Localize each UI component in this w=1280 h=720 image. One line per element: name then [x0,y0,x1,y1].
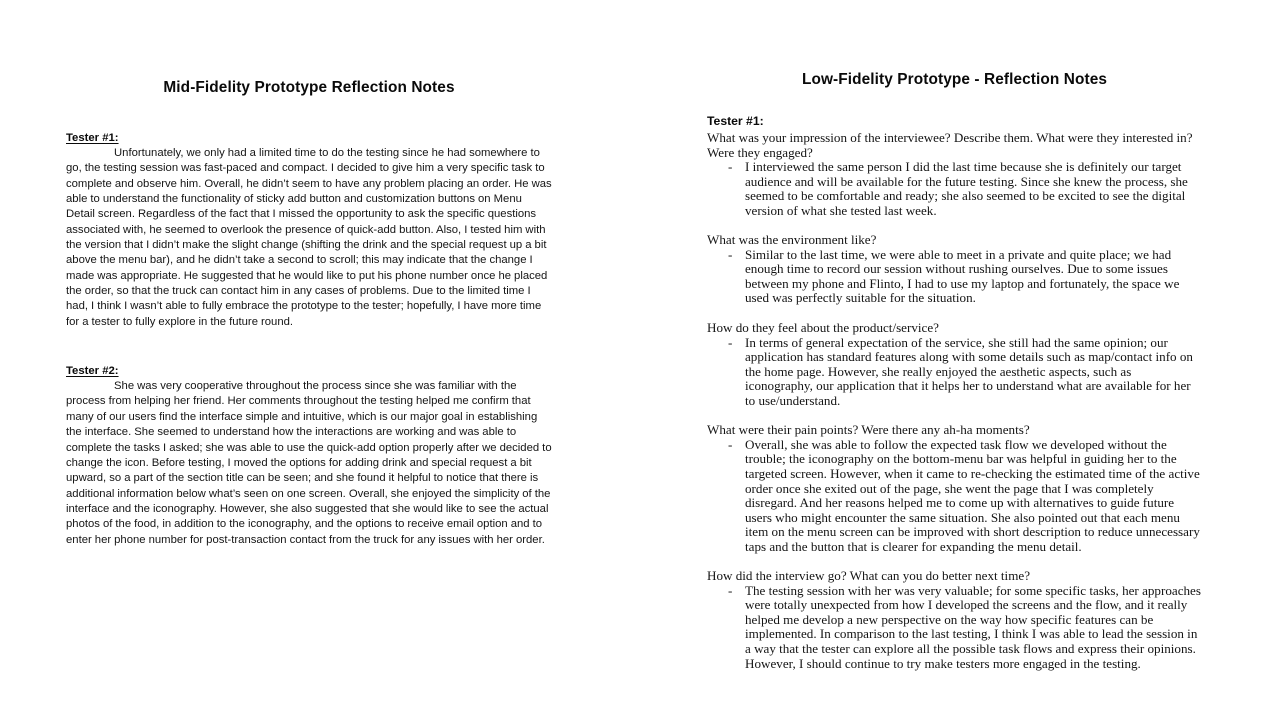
bullet-marker-icon: - [728,582,733,598]
mid-fidelity-tester-1-label: Tester #1: [66,132,119,145]
mid-fidelity-tester-2-label: Tester #2: [66,365,119,378]
qa-question: What was your impression of the interviewee? Describe them. What were they interested in? Were they engaged? [707,130,1193,160]
low-fidelity-tester-1-label: Tester #1: [707,114,764,129]
qa-answer [707,160,1202,218]
mid-fidelity-tester-1-section [66,128,552,330]
mid-fidelity-title: Mid-Fidelity Prototype Reflection Notes [163,79,455,96]
qa-answer [707,438,1202,554]
qa-answer-text: I interviewed the same person I did the last time because she is definitely our target audience and will be available for the future testing. Since she knew the process, she seemed to be comfortable and ready; she also seemed to be excited to see the digital version of what she tested last week. [745,159,1188,218]
qa-block [707,423,1202,554]
qa-answer-text: Overall, she was able to follow the expected task flow we developed without the trouble; the iconography on the bottom-menu bar was helpful in guiding her to the targeted screen. However, when it came to re-checking the estimated time of the active order once she exited out of the page, she went the page that I was completely disregard. And her reasons helped me to come up with alternatives to guide future users who might encounter the same situation. She also pointed out that each menu item on the menu screen can be improved with short description to reduce unnecessary taps and the button that is clearer for expanding the menu detail. [745,436,1200,554]
qa-block [707,569,1202,671]
qa-question: What were their pain points? Were there any ah-ha moments? [707,422,1030,438]
qa-answer-text: Similar to the last time, we were able to meet in a private and quite place; we had enough time to record our session without rushing ourselves. Due to some issues between my phone and Flinto, I had to use my laptop and fortunately, the space we used was perfectly suitable for the situation. [745,246,1180,306]
qa-answer-text: The testing session with her was very valuable; for some specific tasks, her approaches were totally unexpected from how I developed the screens and the flow, and it really helped me develop a new perspective on the way how specific features can be implemented. In comparison to the last testing, I think I was able to lead the session in a way that the tester can explore all the possible task flows and express their opinions. However, I should continue to try make testers more engaged in the testing. [745,582,1201,671]
qa-question: What was the environment like? [707,232,877,248]
qa-answer [707,584,1202,671]
mid-fidelity-tester-2-section [66,361,552,548]
bullet-marker-icon: - [728,334,733,350]
mid-fidelity-document [66,78,552,548]
bullet-marker-icon: - [728,159,733,175]
low-fidelity-document [707,70,1202,671]
mid-fidelity-tester-1-body: Unfortunately, we only had a limited time to do the testing since he had somewhere to go, the testing session was fast-paced and compact. I decided to give him a very specific task to complete and observe him. Overall, he didn’t seem to have any problem placing an order. He was able to understand the functionality of sticky add button and customization buttons on Menu Detail screen. Regardless of the fact that I missed the opportunity to ask the specific questions associated with, he seemed to overlook the presence of quick-add button. Also, I tested him with the version that I didn’t make the slight change (shifting the drink and the special request up a bit above the menu bar), and he didn’t take a second to scroll; this may indicate that the change I made was appropriate. He suggested that he would like to put his phone number once he placed the order, so that the truck can contact him in any cases of problems. Due to the limited time I had, I think I wasn’t able to fully embrace the prototype to the tester; hopefully, I have more time for a tester to fully explore in the future round. [66,147,552,328]
qa-block [707,233,1202,306]
section-spacer [66,330,552,361]
qa-question: How do they feel about the product/service? [707,320,939,336]
mid-fidelity-tester-2-body: She was very cooperative throughout the process since she was familiar with the process from helping her friend. Her comments throughout the testing helped me confirm that many of our users find the interface simple and intuitive, which is our major goal in establishing the interface. She seemed to understand how the interactions are working and was able to complete the tasks I asked; she was able to use the quick-add option properly after we decided to change the icon. Before testing, I moved the options for adding drink and special request a bit upward, so a part of the section title can be seen; and she found it helpful to notice that there is additional information below what’s seen on one screen. Overall, she enjoyed the simplicity of the interface and the iconography. However, she also suggested that she would like to see the actual photos of the food, in addition to the iconography, and the options to receive email option and to enter her phone number for post-transaction contact from the truck for any issues with her order. [66,380,552,546]
qa-question: How did the interview go? What can you do better next time? [707,568,1031,584]
qa-answer-text: In terms of general expectation of the service, she still had the same opinion; our application has standard features along with some details such as map/contact info on the home page. However, she really enjoyed the aesthetic aspects, such as iconography, our application that it helps her to understand what are available for her to use/understand. [745,334,1193,408]
low-fidelity-title: Low-Fidelity Prototype - Reflection Notes [801,71,1108,88]
qa-answer [707,248,1202,306]
qa-answer [707,336,1202,409]
qa-block [707,321,1202,408]
bullet-marker-icon: - [728,246,733,262]
bullet-marker-icon: - [728,436,733,452]
qa-block [707,131,1202,218]
